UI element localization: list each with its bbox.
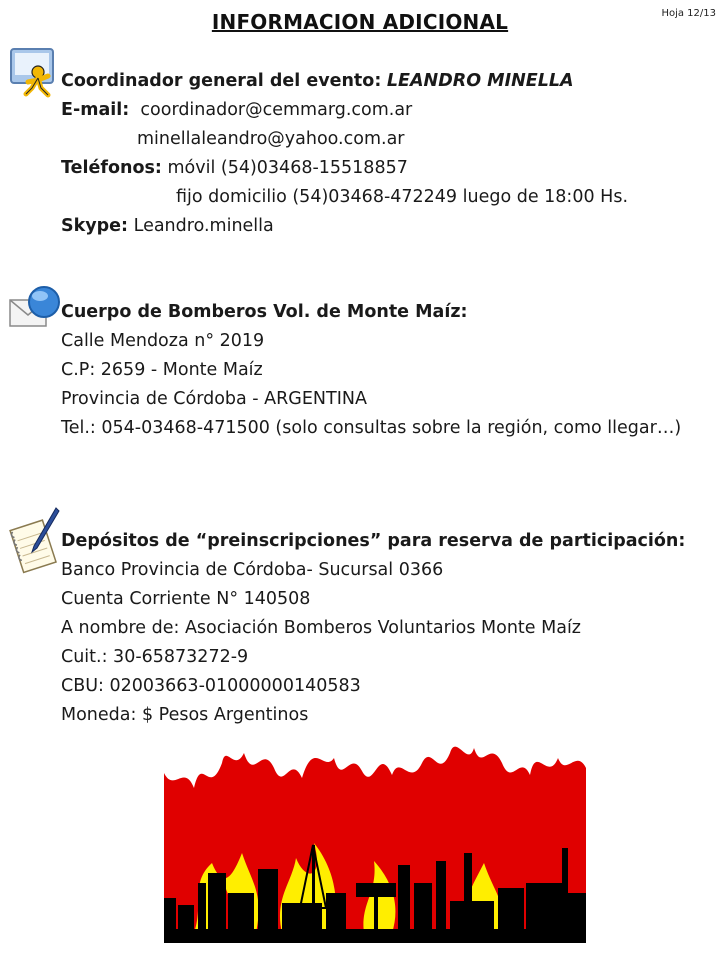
- deposits-heading: Depósitos de “preinscripciones” para reserva de participación:: [61, 531, 686, 551]
- fire-dept-phone: Tel.: 054-03468-471500 (solo consultas sobre la región, como llegar…): [61, 418, 682, 438]
- currency: Moneda: $ Pesos Argentinos: [61, 705, 309, 725]
- fire-dept-province: Provincia de Córdoba - ARGENTINA: [61, 389, 367, 409]
- fire-dept-heading: Cuerpo de Bomberos Vol. de Monte Maíz:: [61, 302, 468, 322]
- skype-value: Leandro.minella: [133, 216, 274, 236]
- coordinator-name: LEANDRO MINELLA: [386, 71, 574, 91]
- person-chat-icon: [8, 46, 58, 98]
- deposits-section: [61, 527, 711, 730]
- coordinator-heading: Coordinador general del evento:: [61, 71, 382, 91]
- email-label: E-mail:: [61, 100, 130, 120]
- bank-name: Banco Provincia de Córdoba- Sucursal 0366: [61, 560, 444, 580]
- account-number: Cuenta Corriente N° 140508: [61, 589, 311, 609]
- fire-dept-address: Calle Mendoza n° 2019: [61, 331, 265, 351]
- phone-mobile: móvil (54)03468-15518857: [167, 158, 408, 178]
- cbu-number: CBU: 02003663-01000000140583: [61, 676, 361, 696]
- phones-label: Teléfonos:: [61, 158, 162, 178]
- page-number: Hoja 12/13: [661, 8, 716, 19]
- email-secondary[interactable]: minellaleandro@yahoo.com.ar: [137, 129, 405, 149]
- coordinator-section: [61, 67, 711, 241]
- fire-dept-postal: C.P: 2659 - Monte Maíz: [61, 360, 263, 380]
- fire-dept-section: [61, 298, 711, 443]
- phone-home: fijo domicilio (54)03468-472249 luego de 18:00 Hs.: [176, 187, 629, 207]
- notepad-pen-icon: [6, 506, 62, 576]
- mail-envelope-icon: [8, 284, 60, 330]
- skype-label: Skype:: [61, 216, 129, 236]
- cuit-number: Cuit.: 30-65873272-9: [61, 647, 249, 667]
- page-title: INFORMACION ADICIONAL: [211, 10, 509, 34]
- fire-city-illustration: [164, 733, 586, 950]
- email-primary[interactable]: coordinador@cemmarg.com.ar: [140, 100, 413, 120]
- account-holder: A nombre de: Asociación Bomberos Voluntarios Monte Maíz: [61, 618, 581, 638]
